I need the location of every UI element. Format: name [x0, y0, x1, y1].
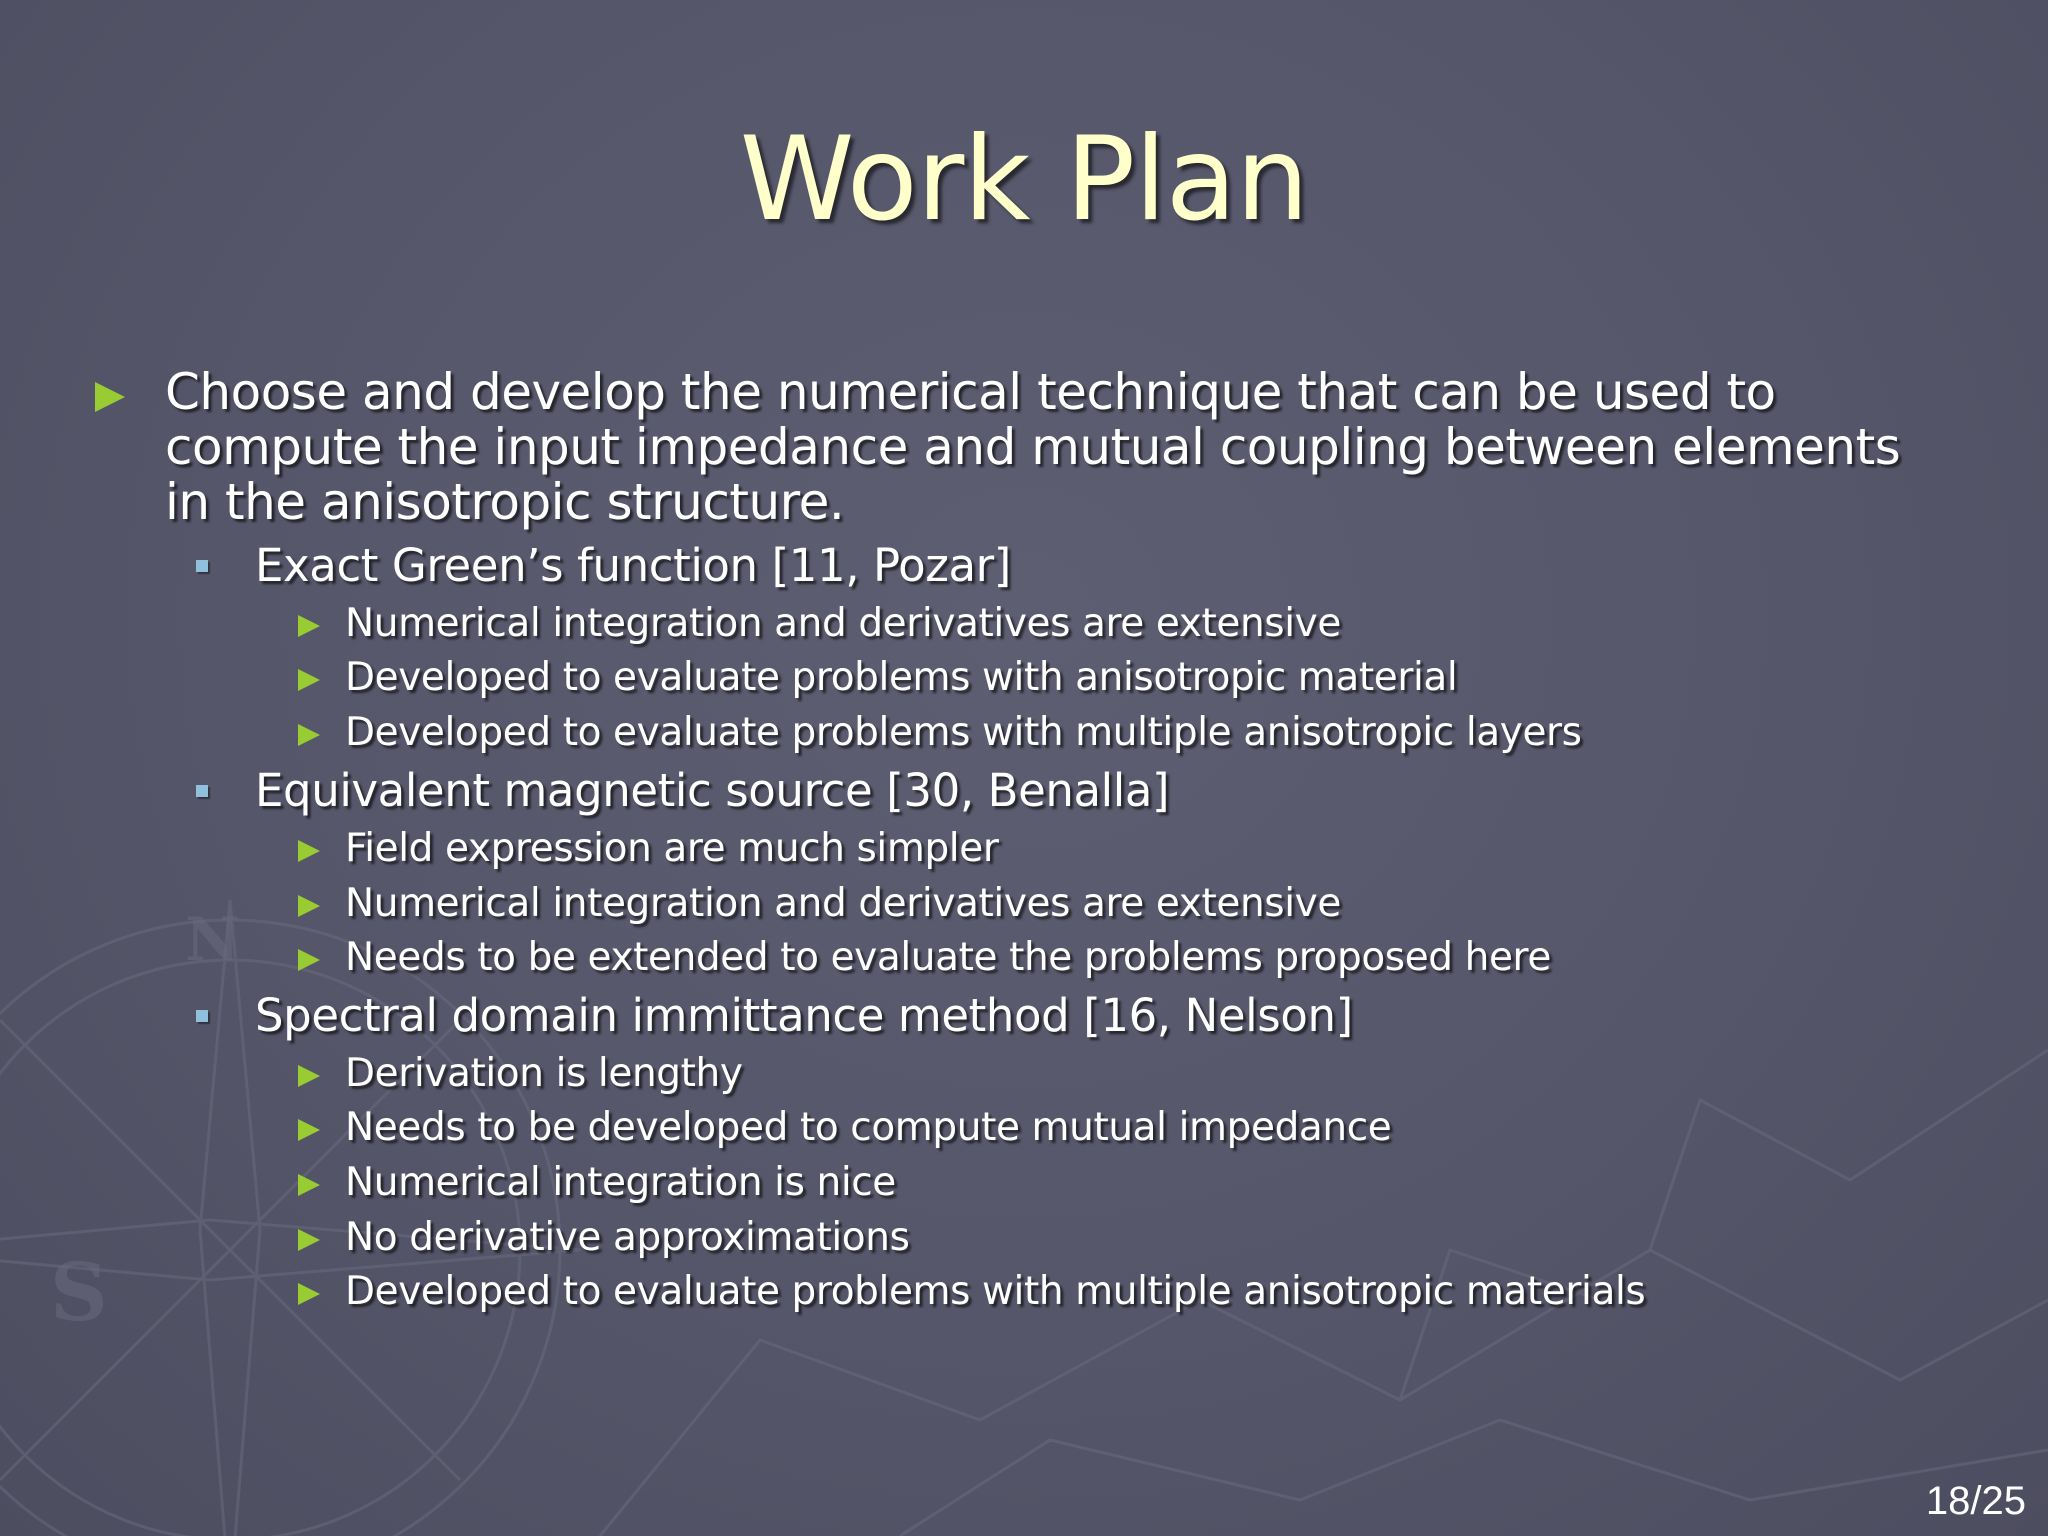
- level3-arrow-bullet-icon: [298, 1065, 320, 1087]
- main-bullet-line-1: Choose and develop the numerical technique that can be used to: [165, 363, 1776, 421]
- method-label-exact-greens-function: Exact Green’s function [11, Pozar]: [255, 539, 1011, 592]
- level3-arrow-bullet-icon: [298, 1283, 320, 1305]
- main-bullet-line-2: compute the input impedance and mutual coupling between elements: [165, 418, 1901, 476]
- slide-title: Work Plan: [739, 112, 1309, 247]
- method-2-point-1: Field expression are much simpler: [345, 826, 999, 871]
- level3-arrow-bullet-icon: [298, 724, 320, 746]
- method-label-spectral-domain-immittance: Spectral domain immittance method [16, Nelson]: [255, 989, 1353, 1042]
- level2-square-bullet-icon: [196, 1010, 208, 1022]
- level1-arrow-bullet-icon: [95, 382, 125, 412]
- method-2-point-2: Numerical integration and derivatives are extensive: [345, 881, 1341, 926]
- svg-text:N: N: [185, 905, 240, 975]
- method-2-point-3: Needs to be extended to evaluate the problems proposed here: [345, 935, 1551, 980]
- method-1-point-3: Developed to evaluate problems with multiple anisotropic layers: [345, 710, 1582, 755]
- svg-text:S: S: [50, 1245, 108, 1339]
- method-3-point-3: Numerical integration is nice: [345, 1160, 896, 1205]
- main-bullet-line-3: in the anisotropic structure.: [165, 473, 845, 531]
- method-label-equivalent-magnetic-source: Equivalent magnetic source [30, Benalla]: [255, 764, 1170, 817]
- method-3-point-5: Developed to evaluate problems with multiple anisotropic materials: [345, 1269, 1646, 1314]
- method-3-point-4: No derivative approximations: [345, 1215, 910, 1260]
- level3-arrow-bullet-icon: [298, 669, 320, 691]
- method-3-point-2: Needs to be developed to compute mutual impedance: [345, 1105, 1392, 1150]
- level3-arrow-bullet-icon: [298, 840, 320, 862]
- level3-arrow-bullet-icon: [298, 1229, 320, 1251]
- method-3-point-1: Derivation is lengthy: [345, 1051, 743, 1096]
- level3-arrow-bullet-icon: [298, 1119, 320, 1141]
- method-1-point-1: Numerical integration and derivatives are extensive: [345, 601, 1341, 646]
- page-number: 18/25: [1925, 1479, 2026, 1523]
- level2-square-bullet-icon: [196, 560, 208, 572]
- level3-arrow-bullet-icon: [298, 1174, 320, 1196]
- level3-arrow-bullet-icon: [298, 949, 320, 971]
- level3-arrow-bullet-icon: [298, 895, 320, 917]
- level3-arrow-bullet-icon: [298, 615, 320, 637]
- method-1-point-2: Developed to evaluate problems with anisotropic material: [345, 655, 1458, 700]
- level2-square-bullet-icon: [196, 785, 208, 797]
